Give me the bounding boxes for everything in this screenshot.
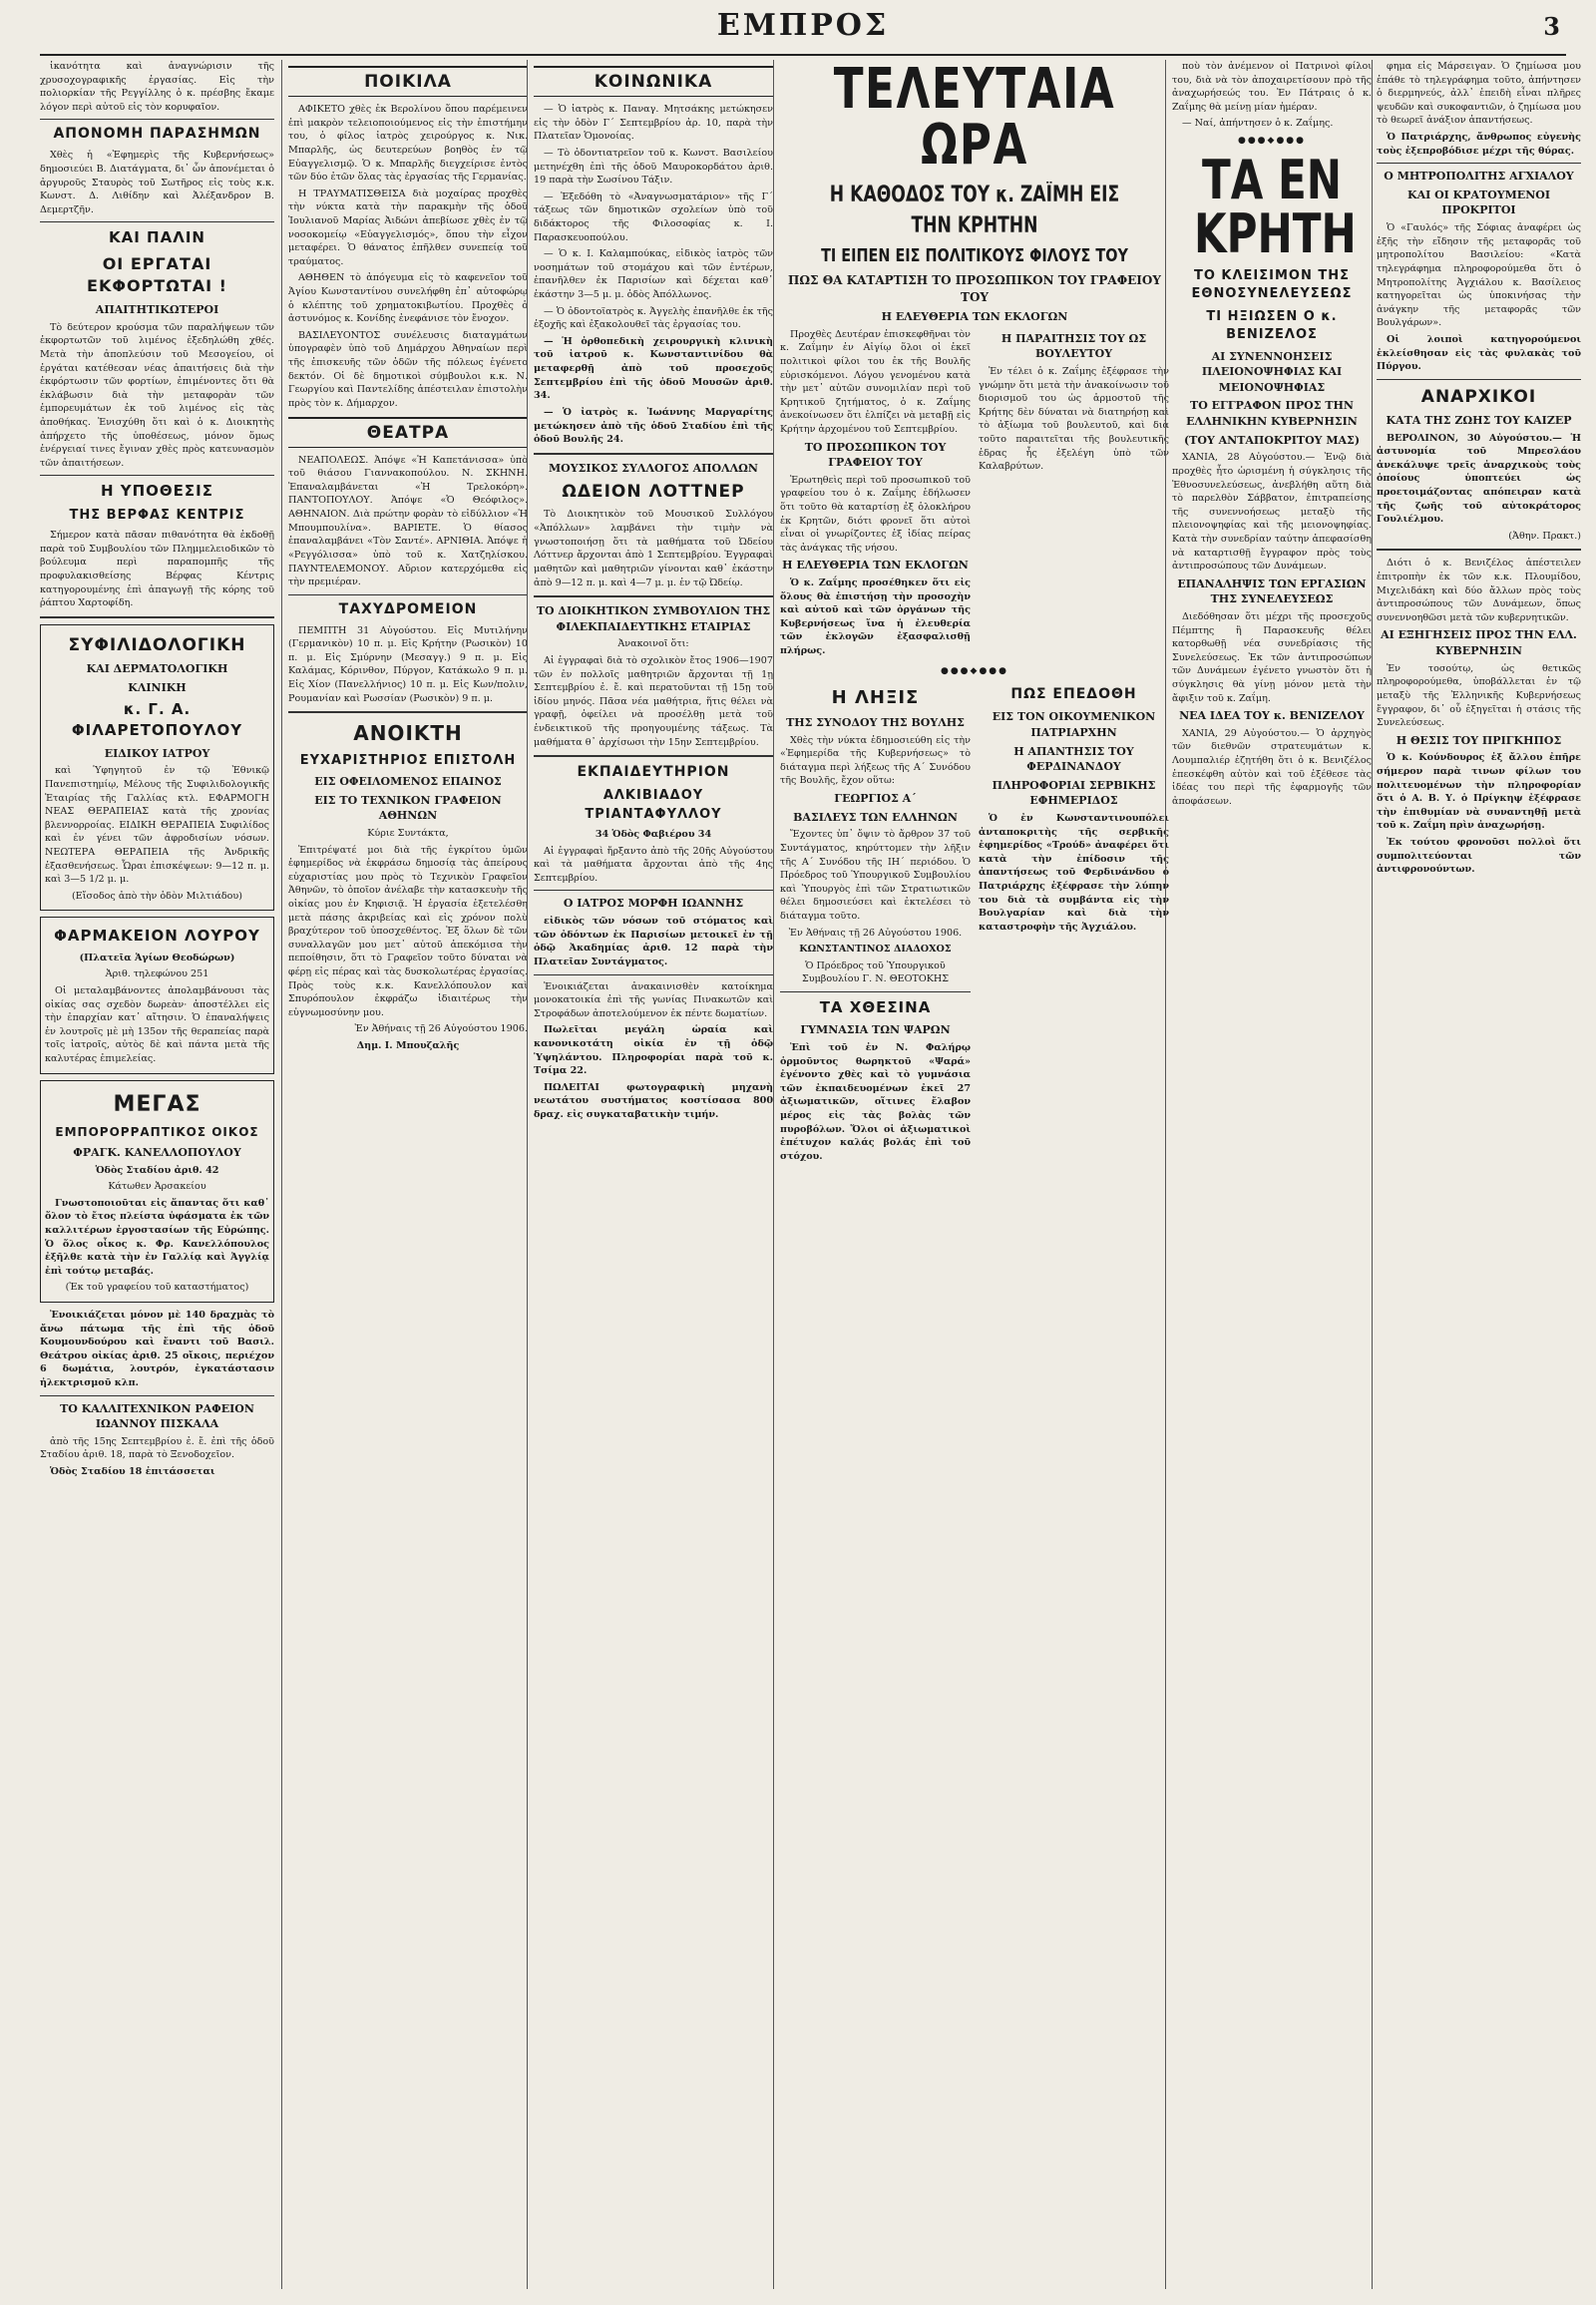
ad-title: ΤΟ ΔΙΟΙΚΗΤΙΚΟΝ ΣΥΜΒΟΥΛΙΟΝ ΤΗΣ ΦΙΛΕΚΠΑΙΔΕΥΤΙΚΗΣ ΕΤΑΙΡΙΑΣ: [536, 604, 771, 633]
ad-address: Ὁδὸς Σταδίου ἀριθ. 42: [95, 1164, 219, 1176]
subheadline-paraitisis: Η ΠΑΡΑΙΤΗΣΙΣ ΤΟΥ ΩΣ ΒΟΥΛΕΥΤΟΥ: [1000, 331, 1147, 361]
article-text: ποὺ τὸν ἀνέμενον οἱ Πατρινοὶ φίλοι του, διὰ νὰ τὸν ἀποχαιρετίσουν πρὸ τῆς ἀναχωρήσεώς του. Ἐν Πάτραις ὁ κ. Ζαΐμης θὰ μείνῃ μίαν ἡμέραν.: [1172, 61, 1372, 113]
divider: [534, 755, 773, 757]
divider: [1377, 549, 1581, 551]
ad-syfilidologiki: [40, 624, 274, 912]
divider: [40, 616, 274, 618]
ad-text: Γνωστοποιοῦται εἰς ἅπαντας ὅτι καθ᾽ ὅλον τὸ ἔτος πλείστα ὑφάσματα ἐκ τῶν καλλιτέρων ἐργοστασίων τῆς Εὐρώπης. Ὁ ὅλος οἶκος κ. Φρ. Κανελλόπουλος ἐξῆλθε κατὰ τὴν ἐν Γαλλίᾳ καὶ Ἀγγλίᾳ ἐπὶ τούτῳ μεταβάς.: [45, 1197, 269, 1277]
article-text: Ὁ «Γαυλός» τῆς Σόφιας ἀναφέρει ὡς ἑξῆς τὴν εἴδησιν τῆς μεταφορᾶς τοῦ μητροπολίτου Βασιλείου: «Κατὰ τηλεγράφημα πληροφορούμεθα ὅτι ὁ Μητροπολίτης Ἀγχιάλου κ. Βασίλειος κατηγορεῖται ὡς ὑποκινήσας τὴν ἀνάγκην τῆς μεταφορᾶς τῶν Βουλγάρων».: [1377, 222, 1581, 329]
headline-efxaristirios: ΕΥΧΑΡΙΣΤΗΡΙΟΣ ΕΠΙΣΤΟΛΗ: [299, 752, 517, 768]
ad-emporo: [40, 1080, 274, 1303]
article-text: Τὸ δεύτερον κρούσμα τῶν παραλήψεων τῶν ἐκφορτωτῶν τοῦ λιμένος ἐξεδηλώθη χθές. Μετὰ τὴν ἀποπλεύσιν τοῦ Μεσογείου, οἱ ἐργάται κατέθεσαν νέας ἀπαιτήσεις διὰ τὴν ἐκφόρτωσιν τῶν φορτίων, ἐπιμένοντες ὅτι θὰ ἐκλάβωσιν διὰ τὴν μεταφορὰν τῶν ἐμπορευμάτων ἐκ τοῦ λιμένος εἰς τὰς ἀποθήκας. Ἐνισχύθη ὅτι καὶ ὁ κ. Διοικητὴς ἀπήρχετο τῆς ὑποθέσεως, μόνον ὅμως ἐνέργειαί τινες ἔγιναν χθὲς πρὸς κατευνασμὸν τῶν ἀπαιτήσεων.: [40, 321, 274, 469]
section-poikila: ΠΟΙΚΙΛΑ: [288, 66, 528, 97]
subheadline-katartisi: ΠΩΣ ΘΑ ΚΑΤΑΡΤΙΣΗ ΤΟ ΠΡΟΣΩΠΙΚΟΝ ΤΟΥ ΓΡΑΦΕΙΟΥ ΤΟΥ: [788, 273, 1161, 305]
date-line: Ἐν Ἀθήναις τῇ 26 Αὐγούστου 1906.: [788, 927, 963, 939]
decree-title: ΓΕΩΡΓΙΟΣ Α΄: [834, 792, 917, 806]
column-2: [281, 60, 534, 2289]
headline-kleisimon: ΤΟ ΚΛΕΙΣΙΜΟΝ ΤΗΣ ΕΘΝΟΣΥΝΕΛΕΥΣΕΩΣ: [1191, 267, 1353, 302]
column-6: [1372, 60, 1585, 2289]
headline-ypothesis: Η ΥΠΟΘΕΣΙΣ: [100, 482, 213, 501]
article-text: ΑΘΗΘΕΝ τὸ ἀπόγευμα εἰς τὸ καφενεῖον τοῦ Ἀγίου Κωνσταντίνου συνελήφθη ἐπ᾽ αὐτοφώρῳ ὁ κλέπτης τοῦ χρηματοκιβωτίου. Προχθὲς ὁ ἀστυνόμος κ. Κονίδης ἐνεφάνισε τὸν ἔνοχον.: [288, 272, 528, 325]
correspondent-line: (ΤΟΥ ΑΝΤΑΠΟΚΡΙΤΟΥ ΜΑΣ): [1183, 433, 1361, 447]
headline-kai-palin: ΚΑΙ ΠΑΛΙΝ: [109, 228, 205, 247]
article-text: ΒΕΡΟΛΙΝΟΝ, 30 Αὐγούστου.— Ἡ ἀστυνομία τοῦ Μπρεσλάου ἀνεκάλυψε τρεῖς ἀναρχικοὺς τοὺς ὁποίους ὑποπτεύει ὡς προετοιμάζοντας απόπειραν κατὰ τῆς ζωῆς τοῦ αὐτοκράτορος Γουλιέλμου.: [1377, 432, 1581, 526]
article-text: Η ΤΡΑΥΜΑΤΙΣΘΕΙΣΑ διὰ μοχαίρας προχθὲς τὴν νύκτα κατὰ τὴν παρακμὴν τῆς ὁδοῦ Ἰουλιανοῦ Μαρίας Ἀιδώνι ἀπεβίωσε χθὲς ἐν τῷ νοσοκομείῳ «Εὐαγγελισμός», ὅπου τὴν εἶχον μεταφέρει. Ὁ θάνατος ἐπῆλθεν συνεπείᾳ τοῦ τραύματος.: [288, 188, 528, 267]
source-line: (Ἀθην. Πρακτ.): [1508, 530, 1581, 542]
article-text: — Ναί, ἀπήντησεν ὁ κ. Ζαΐμης.: [1182, 118, 1334, 130]
article-text: ΑΦΙΚΕΤΟ χθὲς ἐκ Βερολίνου ὅπου παρέμεινεν ἐπὶ μακρὸν τελειοποιούμενος εἰς τὴν ἐπιστήμην του, ὁ φίλος ἰατρὸς χειρούργος κ. Νικ. Μπαρλῆς, ὡς δευτερεύων βοηθὸς ἐν τῷ Εὐαγγελισμῷ. Ὁ κ. Μπαρλῆς διεγχείρισε ἐντὸς τῶν δύο ἐτῶν ὅλας τὰς ἐργασίας τῆς Γερμανίας.: [288, 104, 528, 184]
ad-phone: Ἀριθ. τηλεφώνου 251: [105, 968, 209, 980]
signature: ΚΩΝΣΤΑΝΤΙΝΟΣ ΔΙΑΔΟΧΟΣ: [799, 944, 952, 956]
newspaper-title: ΕΜΠΡΟΣ: [716, 8, 890, 43]
headline-xoesina: ΤΑ ΧΘΕΣΙΝΑ: [819, 997, 932, 1016]
ad-text: καὶ Ὑφηγητοῦ ἐν τῷ Ἐθνικῷ Πανεπιστημίῳ, Μέλους τῆς Συφιλιδολογικῆς Ἑταιρίας τῆς Γαλλίας κτλ. ΕΦΑΡΜΟΓΗ ΝΕΑΣ ΘΕΡΑΠΕΙΑΣ κατὰ τῆς χρονίας βλεννορροίας. ΕΙΔΙΚΗ ΘΕΡΑΠΕΙΑ Συφιλίδος καὶ ἐν γένει τῶν ἀφροδισίων νόσων. ΝΕΩΤΕΡΑ ΘΕΡΑΠΕΙΑ τῆς Ἀνδρικῆς ἐξασθενήσεως. Ὧραι ἐπισκέψεων: 9—12 π. μ. καὶ 3—5 1/2 μ. μ.: [45, 765, 269, 886]
ornament-divider: ●●●◆●●●: [1237, 136, 1307, 147]
classified-text: ΠΩΛΕΙΤΑΙ φωτογραφικὴ μηχανὴ νεωτάτου συστήματος κοστίσασα 800 δραχ. εἰς συγκαταβατικὴν τιμήν.: [534, 1081, 773, 1120]
salutation: Κύριε Συντάκτα,: [367, 827, 449, 839]
ad-text: Τὸ Διοικητικὸν τοῦ Μουσικοῦ Συλλόγου «Ἀπόλλων» λαμβάνει τὴν τιμὴν νὰ γνωστοποιήσῃ ὅτι τὰ μαθήματα τοῦ Ὠδείου Λόττνερ ἄρχονται ἀπὸ 1 Σεπτεμβρίου. Ἐγγραφαὶ μαθητῶν καὶ μαθητριῶν γίνονται καθ᾽ ἑκάστην ἀπὸ 9—12 π. μ. καὶ 4—7 μ. μ. ἐν τῷ Ὠδείῳ.: [534, 509, 773, 588]
subheadline-oikoum: ΕΙΣ ΤΟΝ ΟΙΚΟΥΜΕΝΙΚΟΝ ΠΑΤΡΙΑΡΧΗΝ: [992, 710, 1156, 739]
ad-text: ἀπὸ τῆς 15ης Σεπτεμβρίου ἐ. ἔ. ἐπὶ τῆς ὁδοῦ Σταδίου ἀριθ. 18, παρὰ τὸ Ξενοδοχεῖον.: [40, 1435, 274, 1461]
divider: [1377, 379, 1581, 380]
article-lixis: [780, 681, 1169, 1166]
ad-address: Ὁδὸς Σταδίου 18 ἐπιτάσσεται: [50, 1466, 215, 1478]
article-text: Ὁ Πατριάρχης, ἄνθρωπος εὐγενὴς τοὺς ἐξεπροβόδισε μέχρι τῆς θύρας.: [1377, 132, 1581, 157]
divider: [288, 711, 528, 713]
subheadline-plir: ΠΛΗΡΟΦΟΡΙΑΙ ΣΕΡΒΙΚΗΣ ΕΦΗΜΕΡΙΔΟΣ: [992, 778, 1156, 808]
article-text: Διότι ὁ κ. Βενιζέλος ἀπέστειλεν ἐπιτροπὴν ἐκ τῶν κ.κ. Πλουμίδου, Μιχελιδάκη καὶ δύο ἄλλων πρὸς τοὺς ἀντιπροσώπους τῶν Δυνάμεων, ὅπως συνεννοηθῶσι μετὰ τῶν κυβερνητικῶν.: [1377, 558, 1581, 623]
divider: [288, 594, 528, 595]
section-theatra: ΘΕΑΤΡΑ: [288, 417, 528, 448]
subheadline-eleftheria-2: Η ΕΛΕΥΘΕΡΙΑ ΤΩΝ ΕΚΛΟΓΩΝ: [782, 559, 969, 573]
article-text: φημα εἰς Μάρσειγαν. Ὁ ζημίωσα μου ἐπάθε τὸ τηλεγράφημα τοῦτο, ἀπήντησεν ὁ διερμηνεύς, ἀλλ᾽ ἐπειδὴ εἶναι πλῆρες ψευδῶν καὶ συκοφαντιῶν, ὁ ζημίωσα μου τὸ θεωρεῖ ἀνάξιον ἀπαντήσεως.: [1377, 61, 1581, 127]
article-text: ΒΑΣΙΛΕΥΟΝΤΟΣ συνέλευσις διαταγμάτων ὑπογραφὲν ὑπὸ τοῦ Δημάρχου Ἀθηναίων περὶ τῆς ἐπισκευῆς τῶν ὁδῶν τῆς πόλεως ἐγένετο δεκτόν. Οἱ δὲ δημοτικοὶ σύμβουλοι κ.κ. Ν. Γεωργίου καὶ Παντελίδης ἀπέστειλαν ἐπιστολὴν πρὸς τὸν κ. Δήμαρχον.: [288, 329, 528, 409]
subheadline-verfa: ΤΗΣ ΒΕΡΦΑΣ ΚΕΝΤΡΙΣ: [69, 507, 245, 523]
column-3: [527, 60, 779, 2289]
headline-ergatai: ΟΙ ΕΡΓΑΤΑΙ ΕΚΦΟΡΤΩΤΑΙ !: [87, 253, 227, 296]
ad-title: ΦΑΡΜΑΚΕΙΟΝ ΛΟΥΡΟΥ: [54, 927, 260, 946]
subheadline-exigiseis: ΑΙ ΕΞΗΓΗΣΕΙΣ ΠΡΟΣ ΤΗΝ ΕΛΛ. ΚΥΒΕΡΝΗΣΙΝ: [1381, 628, 1577, 658]
ad-text: Οἱ μεταλαμβάνοντες ἀπολαμβάνουσι τὰς οἰκίας σας σχεδὸν δωρεὰν· ἀποστέλλει εἰς τὴν ἐπαρχίαν κατ᾽ αἴτησιν. Ὁ ἐπαναλήψεις ἐν λουτροῖς μὲ μὴ 135ον τῆς θεραπείας παρὰ τοῖς ἱατροῖς, αὐτὸς δὲ καὶ πάντα μετὰ τῆς καλυτέρας ἐπιμελείας.: [45, 984, 269, 1065]
subheadline-epanalipsis: ΕΠΑΝΑΛΗΨΙΣ ΤΩΝ ΕΡΓΑΣΙΩΝ ΤΗΣ ΣΥΝΕΛΕΥΣΕΩΣ: [1177, 576, 1367, 606]
headline-mitropolitis: Ο ΜΗΤΡΟΠΟΛΙΤΗΣ ΑΓΧΙΑΛΟΥ: [1384, 170, 1574, 184]
subheadline-apaitit: ΑΠΑΙΤΗΤΙΚΩΤΕΡΟΙ: [95, 303, 219, 317]
article-text: ΧΑΝΙΑ, 28 Αὐγούστου.— Ἐνῷ διὰ προχθὲς ἦτο ὡρισμένη ἡ σύγκλησις τῆς Ἐθνοσυνελεύσεως, ἀνεβλήθη αὕτη διὰ τὸ παρελθὸν Σάββατον, ἐπιτραπείσης τῆς συνεννοήσεως μεταξὺ τῆς πλειονοψηφίας καὶ τῆς μειονοψηφίας. Κατὰ τὴν συνεδρίαν ταύτην ἀπεφασίσθη νὰ καταρτισθῇ ἔγγραφον πρὸς τοὺς ἀντιπροσώπους τῶν Δυνάμεων.: [1172, 452, 1372, 573]
classified-text: Ἐνοικιάζεται ἀνακαινισθὲν κατοίκημα μονοκατοικία ἐπὶ τῆς γωνίας Πινακωτῶν καὶ Στροφάδων ἀποτελούμενον ἐκ πέντε δωματίων.: [534, 980, 773, 1019]
subheadline-ofeil: ΕΙΣ ΟΦΕΙΛΟΜΕΝΟΣ ΕΠΑΙΝΟΣ: [314, 775, 502, 789]
article-text: Ὁ κ. Κούνδουρος ἐξ ἄλλου ἐπῆρε σήμερον παρὰ τινων φίλων του πολιτευομένων τὴν πληροφορίαν ὅτι ὁ Α. Β. Υ. ὁ Πρίγκηψ ἐξέφρασε τὴν ἐπιθυμίαν νὰ συναντηθῇ μετὰ τοῦ κ. Ζαΐμη πρὶν ἀναχωρήσῃ.: [1377, 752, 1581, 832]
subheadline-engrafon: ΤΟ ΕΓΓΡΑΦΟΝ ΠΡΟΣ ΤΗΝ ΕΛΛΗΝΙΚΗΝ ΚΥΒΕΡΝΗΣΙΝ: [1186, 399, 1358, 429]
section-tachydromeion: ΤΑΧΥΔΡΟΜΕΙΟΝ: [338, 600, 478, 617]
article-text: Προχθὲς Δευτέραν ἐπισκεφθῆναι τὸν κ. Ζαΐμην ἐν Αἰγίῳ ὅλοι οἱ ἐκεῖ πολιτικοὶ φίλοι του ἐκ τῆς Βουλῆς εὑρισκόμενοι. Λόγου γενομένου κατὰ τὴν μετ᾽ αὐτῶν συνομιλίαν περὶ τοῦ Κρητικοῦ ζητήματος, ὁ κ. Ζαΐμης ἀνεκοίνωσεν ὅτι ἐλπίζει νὰ μεταβῇ εἰς Κρήτην ἀρχομένου τοῦ Σεπτεμβρίου.: [780, 328, 971, 435]
divider: [1377, 163, 1581, 164]
signature: Ὁ Πρόεδρος τοῦ Ὑπουργικοῦ Συμβουλίου Γ. Ν. ΘΕΟΤΟΚΗΣ: [801, 960, 950, 985]
article-text: ΧΑΝΙΑ, 29 Αὐγούστου.— Ὁ ἀρχηγὸς τῶν διεθνῶν στρατευμάτων κ. Λουμπαλιέρ ἐζητήθη ὅτι ὁ κ. Βενιζέλος ἐπεσκέφθη αὐτὸν καὶ τοῦ ἐξέθεσε τὰς ἰδέας του περὶ τῆς ἐφαρμογῆς τῶν ἀποφάσεων.: [1172, 727, 1372, 807]
article-text: Ἐπιτρέψατέ μοι διὰ τῆς ἐγκρίτου ὑμῶν ἐφημερίδος νὰ ἐκφράσω δημοσίᾳ τὰς ἀπείρους εὐχαριστίας μου πρὸς τὸ Τεχνικὸν Γραφεῖον Ἀθηνῶν, τὸ ὁποῖον ἀνέλαβε τὴν κατασκευὴν τῆς οἰκίας μου ἐν Κηφισιᾷ. Ἡ ἐργασία ἐξετελέσθη μετὰ πάσης ἀκριβείας καὶ εἰς χρόνον πολὺ βραχύτερον τοῦ ὑποσχεθέντος. Ἐξ ὅλων δὲ τῶν συναλλαγῶν μου μετ᾽ αὐτοῦ ἀπεκόμισα τὴν πεποίθησιν, ὅτι τὸ Γραφεῖον τοῦτο δύναται νὰ φέρῃ εἰς πέρας καὶ τὰς δυσκολωτέρας ἐργασίας. Πρὸς τοὺς κ.κ. Κανελλόπουλον καὶ Σπυρόπουλον ἐκφράζω ἰδιαιτέρως τὴν εὐγνωμοσύνην μου.: [288, 844, 528, 1018]
classified-text: Πωλεῖται μεγάλη ὡραία καὶ κανονικοτάτη οἰκία ἐν τῇ ὁδῷ Ὑψηλάντου. Πληροφορίαι παρὰ τοῦ κ. Τσίμα 22.: [534, 1024, 773, 1077]
article-text: — Τὸ ὀδοντιατρεῖον τοῦ κ. Κωνστ. Βασιλείου μετηνέχθη ἐπὶ τῆς ὁδοῦ Μαυροκορδάτου ἀριθ. 19 παρὰ τὴν Σωσίνου Τάξιν.: [534, 147, 773, 187]
subheadline-synennoiseis: ΑΙ ΣΥΝΕΝΝΟΗΣΕΙΣ ΠΛΕΙΟΝΟΨΗΦΙΑΣ ΚΑΙ ΜΕΙΟΝΟΨΗΦΙΑΣ: [1201, 349, 1343, 394]
subheadline-nea-idea: ΝΕΑ ΙΔΕΑ ΤΟΥ κ. ΒΕΝΙΖΕΛΟΥ: [1179, 709, 1365, 723]
divider: [534, 890, 773, 891]
headline-anarchikoi: ΑΝΑΡΧΙΚΟΙ: [1420, 386, 1537, 407]
ad-text: Αἱ ἐγγραφαὶ διὰ τὸ σχολικὸν ἔτος 1906—1907 τῶν ἐν πολλοῖς μαθητριῶν ἄρχονται τῇ 1ῃ Σεπτεμβρίου ἐ. ἔ. καὶ περατοῦνται τῇ 15ῃ τοῦ ἰδίου μηνός. Πᾶσα νέα μαθήτρια, ἥτις θέλει νὰ γραφῇ, ὀφείλει νὰ προσέλθῃ μετὰ τοῦ ἐνδεικτικοῦ τῆς προηγουμένης τάξεως. Τὰ μαθήματα θ᾽ ἀρχίσωσι τὴν 15ην Σεπτεμβρίου.: [534, 654, 773, 748]
subheadline-thesis: Η ΘΕΣΙΣ ΤΟΥ ΠΡΙΓΚΗΠΟΣ: [1396, 733, 1562, 747]
ad-subtitle: ΜΟΥΣΙΚΟΣ ΣΥΛΛΟΓΟΣ ΑΠΟΛΛΩΝ: [549, 461, 758, 475]
article-text: ΠΕΜΠΤΗ 31 Αὐγούστου. Εἰς Μυτιλήνην (Γερμανικὸν) 10 π. μ. Εἰς Κρήτην (Ρωσικὸν) 10 π. μ. Εἰς Σμύρνην (Μεσαγγ.) 9 π. μ. Εἰς Καλάμας, Κόρινθον, Πύργον, Κατάκωλο 9 π. μ. Εἰς Χίον (Πανελλήνιος) 10 π. μ. Εἰς Κων/πολιν, Ρουμανίαν καὶ Ρωσσίαν (Ρωσικὸν) 9 π. μ.: [288, 624, 528, 704]
divider: [534, 595, 773, 597]
article-text: Ἐν τοσούτῳ, ὡς θετικῶς πληροφορούμεθα, ὑποβάλλεται ἐν τῷ μεταξὺ τῆς Ἑλληνικῆς Κυβερνήσεως ἔγγραφον, δι᾽ οὗ ἐξηγεῖται ἡ στάσις τῆς Συνελεύσεως.: [1377, 662, 1581, 729]
article-text: Ἐπὶ τοῦ ἐν Ν. Φαλήρῳ ὁρμοῦντος θωρηκτοῦ «Ψαρά» ἐγένοντο χθὲς καὶ τὸ γυμνάσια τῶν ἐκπαιδευομένων ἐκεῖ 27 ἀξιωματικῶν, οἵτινες ἔλαβον μέρος εἰς τὰς βολὰς τῶν πυροβόλων. Ὅλοι οἱ ἀξιωματικοὶ ἐπέτυχον καλάς βολάς ἐπὶ τοῦ στόχου.: [780, 1041, 971, 1162]
ad-address-sub: Κάτωθεν Ἀρσακείου: [108, 1181, 206, 1193]
article-text: Ἔχοντες ὑπ᾽ ὄψιν τὸ ἄρθρον 37 τοῦ Συντάγματος, κηρύττομεν τὴν λῆξιν τῆς Α΄ Συνόδου τῆς ΙΗ΄ περιόδου. Ὁ Πρόεδρος τοῦ Ὑπουργικοῦ Συμβουλίου καὶ Ὑπουργὸς ἐπὶ τῶν Στρατιωτικῶν θέλει δημοσιεύσει καὶ ἐκτελέσει τὸ διάταγμα τοῦτο.: [780, 829, 971, 922]
ad-title: ΩΔΕΙΟΝ ΛΟΤΤΝΕΡ: [562, 482, 745, 503]
headline-lixis: Η ΛΗΞΙΣ: [831, 687, 920, 709]
subheadline-proswpiko: ΤΟ ΠΡΟΣΩΠΙΚΟΝ ΤΟΥ ΓΡΑΦΕΙΟΥ ΤΟΥ: [804, 440, 947, 470]
column-4: [773, 60, 1175, 2289]
article-text: ΝΕΑΠΟΛΕΩΣ. Ἀπόψε «Ἡ Καπετάνισσα» ὑπὸ τοῦ θιάσου Γιαννακοπούλου. Ν. ΣΚΗΝΗ. Ἐπαναλαμβάνεται «Ἡ Τρελοκόρη». ΠΑΝΤΟΠΟΥΛΟΥ. Ἀπόψε «Ὁ Θεόφιλος». ΑΘΗΝΑΙΟΝ. Διὰ πρώτην φορὰν τὸ εἰδύλλιον «Ἡ Μπουμπουλίνα». ΒΑΡΙΕΤΕ. Ὁ θίασος ἐπαναλαμβάνει «Τὸν Σαντέ». ΑΡΝΙΘΙΑ. Ἀπόψε ἡ «Ρεγγόλισσα» ὑπὸ τοῦ κ. Χατζηλίσκου. ΠΑΥΝΤΕΛΕΜΟΝΟΥ. Αὔριον κατερχόμεθα εἰς τὴν πρεμιέραν.: [288, 454, 528, 588]
ad-subtitle: ΦΡΑΓΚ. ΚΑΝΕΛΛΟΠΟΥΛΟΥ: [73, 1145, 241, 1159]
article-text: Χθὲς ἡ «Ἐφημερὶς τῆς Κυβερνήσεως» δημοσιεύει Β. Διατάγματα, δι᾽ ὧν ἀπονέμεται ὁ ἀργυροῦς Σταυρὸς τοῦ Σωτῆρος εἰς τοὺς κ.κ. Κωνστ. Δ. Λιθίδην καὶ Ἀλέξανδρον Β. Δεμερτζῆν.: [40, 150, 274, 215]
date-line: Ἐν Ἀθήναις τῇ 26 Αὐγούστου 1906.: [354, 1023, 528, 1035]
headline-aponomi: ΑΠΟΝΟΜΗ ΠΑΡΑΣΗΜΩΝ: [53, 126, 261, 143]
article-text: Διεδόθησαν ὅτι μέχρι τῆς προσεχοῦς Πέμπτης ἢ Παρασκευῆς θέλει κατορθωθῇ νέα συνεδρίασις τῆς Συνελεύσεως. Ἐκ τῶν ἀντιπροσώπων τῶν Δυνάμεων ἐγένετο γνωστὸν ὅτι ἡ σύγκλησις θὰ γίνῃ μόνον μετὰ τὴν ἄφιξιν τοῦ κ. Ζαΐμη.: [1172, 610, 1372, 704]
decree-subtitle: ΒΑΣΙΛΕΥΣ ΤΩΝ ΕΛΛΗΝΩΝ: [793, 810, 958, 824]
subheadline-tech: ΕΙΣ ΤΟ ΤΕΧΝΙΚΟΝ ΓΡΑΦΕΙΟΝ ΑΘΗΝΩΝ: [314, 793, 502, 823]
headline-epeidi: ΠΩΣ ΕΠΕΔΟΘΗ: [1010, 686, 1137, 703]
ad-subtitle: ΚΛΙΝΙΚΗ: [128, 680, 187, 694]
subheadline-gymnasia: ΓΥΜΝΑΣΙΑ ΤΩΝ ΨΑΡΩΝ: [800, 1023, 951, 1037]
article-text: — Ὁ ἰατρὸς κ. Παναγ. Μητσάκης μετώκησεν εἰς τὴν ὁδὸν Γ΄ Σεπτεμβρίου ἀρ. 10, παρὰ τὴν Πλατεῖαν Ὁμονοίας.: [534, 104, 773, 143]
article-text: — Ἡ ὀρθοπεδικὴ χειρουργικὴ κλινικὴ τοῦ ἰατροῦ κ. Κωνσταντινίδου θὰ μεταφερθῇ ἀπὸ τοῦ προσεχοῦς Σεπτεμβρίου ἐπὶ τῆς ὁδοῦ Μουσῶν ἀριθ. 34.: [534, 335, 773, 402]
ornament-divider: ●●●◆●●●: [940, 665, 1009, 676]
article-text: — Ὁ κ. Ι. Καλαμπούκας, εἰδικὸς ἰατρὸς τῶν νοσημάτων τοῦ στομάχου καὶ τῶν ἐντέρων, ἐπανῆλθεν ἐκ Παρισίων καὶ δέχεται καθ᾽ ἑκάστην 3—5 μ. μ. ὁδὸς Ἀπόλλωνος.: [534, 248, 773, 301]
headline-anoikti: ΑΝΟΙΚΤΗ: [353, 721, 463, 746]
divider: [40, 221, 274, 222]
divider: [780, 991, 971, 992]
article-text: Σήμερον κατὰ πᾶσαν πιθανότητα θὰ ἐκδοθῇ παρὰ τοῦ Συμβουλίου τῶν Πλημμελειοδικῶν τὸ βούλευμα περὶ παραπομπῆς τῆς προφυλακισθείσης Βέρφας Κέντρις κατηγορουμένης ἐπὶ ἀπαγωγῇ τῆς κόρης τοῦ ῥάπτου Χαρτοφίδη.: [40, 530, 274, 609]
article-text: Ἐν τέλει ὁ κ. Ζαΐμης ἐξέφρασε τὴν γνώμην ὅτι μετὰ τὴν ἀνακοίνωσιν τοῦ διορισμοῦ του ὡς ἁρμοστοῦ τῆς Κρήτης δὲν δύναται νὰ διατηρήσῃ καὶ τὸ ἀξίωμα τοῦ βουλευτοῦ, καὶ διὰ τοῦτο παραιτεῖται τῆς βουλευτικῆς ἐδρας ἧς ἐξελέγη ὑπὸ τῶν Καλαβρύτων.: [979, 365, 1169, 473]
ad-subtitle: ΚΑΙ ΔΕΡΜΑΤΟΛΟΓΙΚΗ: [86, 661, 228, 675]
column-1: [40, 60, 280, 2289]
ad-subtitle: ΕΜΠΟΡΟΡΡΑΠΤΙΚΟΣ ΟΙΚΟΣ: [55, 1124, 259, 1139]
divider: [534, 974, 773, 975]
article-text: — Ὁ ἰατρὸς κ. Ἰωάννης Μαργαρίτης μετώκησεν ἀπὸ τῆς ὁδοῦ Σταδίου ἐπὶ τῆς ὁδοῦ Βουλῆς 24.: [534, 406, 773, 446]
article-text: Ὁ κ. Ζαΐμης προσέθηκεν ὅτι εἰς ὅλους θὰ ἐπιστήσῃ τὴν προσοχὴν καὶ αὐτοῦ καὶ τῶν ὀργάνων τῆς Κυβερνήσεως ἵνα ἡ ἐλευθερία τῶν ἐκλογῶν ἐξασφαλισθῇ πλήρως.: [780, 577, 971, 657]
signature: Δημ. Ι. Μπουζαλῆς: [356, 1040, 460, 1052]
headline-teleftaia-ora: ΤΕΛΕΥΤΑΙΑ ΩΡΑ: [833, 60, 1116, 178]
page-number: 3: [1543, 12, 1560, 41]
article-text: Χθὲς τὴν νύκτα ἐδημοσιεύθη εἰς τὴν «Ἐφημερίδα τῆς Κυβερνήσεως» τὸ διάταγμα περὶ λήξεως τῆς Α΄ Συνόδου τῆς Βουλῆς, ἔχον οὕτω:: [780, 734, 971, 787]
ad-text: εἰδικὸς τῶν νόσων τοῦ στόματος καὶ τῶν ὀδόντων ἐκ Παρισίων μετοικεῖ ἐν τῇ ὁδῷ Ἀκαδημίας ἀριθ. 12 παρὰ τὴν Πλατεῖαν Συντάγματος.: [534, 916, 773, 967]
ad-title: ΕΚΠΑΙΔΕΥΤΗΡΙΟΝ: [577, 764, 730, 781]
ad-note: (Ἐκ τοῦ γραφείου τοῦ καταστήματος): [65, 1282, 249, 1294]
headline-kathodos: Η ΚΑΘΟΔΟΣ ΤΟΥ κ. ΖΑΪΜΗ ΕΙΣ ΤΗΝ ΚΡΗΤΗΝ: [829, 183, 1120, 239]
headline-ti-ixiosen: ΤΙ ΗΞΙΩΣΕΝ Ο κ. ΒΕΝΙΖΕΛΟΣ: [1206, 308, 1338, 343]
ad-address: 34 Ὁδὸς Φαβιέρου 34: [595, 829, 712, 841]
ad-title: Ο ΙΑΤΡΟΣ ΜΟΡΦΗ ΙΩΑΝΝΗΣ: [563, 897, 744, 911]
ad-subtitle: ΑΛΚΙΒΙΑΔΟΥ ΤΡΙΑΝΤΑΦΥΛΛΟΥ: [585, 788, 722, 822]
article-text: Οἱ λοιποὶ κατηγορούμενοι ἐκλείσθησαν εἰς τὰς φυλακὰς τοῦ Πύργου.: [1377, 333, 1581, 373]
ad-subtitle: ΕΙΔΙΚΟΥ ΙΑΤΡΟΥ: [104, 746, 210, 760]
subheadline-kratoumenoi: ΚΑΙ ΟΙ ΚΡΑΤΟΥΜΕΝΟΙ ΠΡΟΚΡΙΤΟΙ: [1407, 188, 1550, 217]
ad-address: (Εἴσοδος ἀπὸ τὴν ὁδὸν Μιλτιάδου): [72, 890, 242, 902]
divider: [40, 1395, 274, 1396]
ad-title: ΜΕΓΑΣ: [113, 1091, 201, 1117]
ad-subtitle: Ἀνακοινοῖ ὅτι:: [617, 638, 689, 650]
article-text: — Ἐξεδόθη τὸ «Ἀναγνωσματάριον» τῆς Γ΄ τάξεως τῶν δημοτικῶν σχολείων ὑπὸ τοῦ διδάκτορος τῆς Φιλοσοφίας κ. Ι. Παρασκευοπούλου.: [534, 191, 773, 243]
divider: [40, 475, 274, 476]
ad-title: ΣΥΦΙΛΙΔΟΛΟΓΙΚΗ: [68, 634, 246, 655]
article-text: Ὁ ἐν Κωνσταντινουπόλει ἀνταποκριτὴς τῆς σερβικῆς ἐφημερίδος «Τρούδ» ἀναφέρει ὅτι κατὰ τὴν ἐπίδοσιν τῆς ἀπαντήσεως τοῦ Φερδινάνδου ὁ Πατριάρχης ἐξέφρασε τὴν λύπην του διὰ τὰ συμβάντα εἰς τὴν Βουλγαρίαν καὶ διὰ τὴν καταστροφὴν τῆς Ἀγχιάλου.: [979, 813, 1169, 933]
article-text: ἱκανότητα καὶ ἀναγνώρισιν τῆς χρυσοχογραφικῆς ἐργασίας. Εἰς τὴν πολιορκίαν τῆς Ρεγγίλλης ὁ κ. πρέσβης ἔκαμε λόγον περὶ αὐτοῦ εἰς τὸν κορυφαῖον.: [40, 61, 274, 113]
column-5: [1165, 60, 1378, 2289]
section-koinonika: ΚΟΙΝΩΝΙΚΑ: [534, 66, 773, 97]
article-text: Ἐρωτηθεὶς περὶ τοῦ προσωπικοῦ τοῦ γραφείου του ὁ κ. Ζαΐμης ἐδήλωσεν ὅτι τοῦτο θὰ καταρτίσῃ ἐξ ὁλοκλήρου ἐκ Κρητῶν, διότι φρονεῖ ὅτι αὐτοὶ εἶναι οἱ γνωρίζοντες ἐξ ἰδίας πείρας τὰς ἀνάγκας τῆς νήσου.: [780, 474, 971, 554]
ad-farmakeion: [40, 917, 274, 1073]
ad-doctor-name: κ. Γ. Α. ΦΙΛΑΡΕΤΟΠΟΥΛΟΥ: [71, 700, 243, 740]
headline-en-kriti: ΤΑ ΕΝ ΚΡΗΤΗ: [1194, 148, 1357, 265]
divider: [534, 453, 773, 455]
article-zaimis: [780, 328, 1169, 661]
headline-ti-eipen: ΤΙ ΕΙΠΕΝ ΕΙΣ ΠΟΛΙΤΙΚΟΥΣ ΦΙΛΟΥΣ ΤΟΥ: [821, 245, 1128, 267]
subheadline-kata: ΚΑΤΑ ΤΗΣ ΖΩΗΣ ΤΟΥ ΚΑΙΖΕΡ: [1386, 413, 1572, 427]
divider: [40, 119, 274, 120]
subheadline-eleftheria: Η ΕΛΕΥΘΕΡΙΑ ΤΩΝ ΕΚΛΟΓΩΝ: [881, 310, 1068, 324]
article-text: — Ὁ ὀδοντοϊατρὸς κ. Ἀγγελὴς ἐπανῆλθε ἐκ τῆς ἐξοχῆς καὶ ἐξακολουθεῖ τὰς ἐργασίας του.: [534, 305, 773, 331]
ad-title: ΤΟ ΚΑΛΛΙΤΕΧΝΙΚΟΝ ΡΑΦΕΙΟΝ ΙΩΑΝΝΟΥ ΠΙΣΚΑΛΑ: [60, 1401, 254, 1431]
article-text: Ἐκ τούτου φρονοῦσι πολλοὶ ὅτι συμπολιτεύονται τῶν ἀντιφρονούντων.: [1377, 836, 1581, 876]
subheadline-apantisis: Η ΑΠΑΝΤΗΣΙΣ ΤΟΥ ΦΕΡΔΙΝΑΝΔΟΥ: [1013, 744, 1134, 774]
subheadline-synodou: ΤΗΣ ΣΥΝΟΔΟΥ ΤΗΣ ΒΟΥΛΗΣ: [786, 716, 965, 730]
masthead: [40, 6, 1566, 56]
classified-text: Ἐνοικιάζεται μόνον μὲ 140 δραχμὰς τὸ ἄνω πάτωμα τῆς ἐπὶ τῆς ὁδοῦ Κουμουνδούρου καὶ ἔναντι τοῦ Βασιλ. Θεάτρου οἰκίας ἀριθ. 25 οἴκοις, περιέχον 6 δωμάτια, λουτρόν, ἐγκατάστασιν ἠλεκτρισμοῦ κλπ.: [40, 1309, 274, 1389]
ad-text: Αἱ ἐγγραφαὶ ἤρξαντο ἀπὸ τῆς 20ῆς Αὐγούστου καὶ τὰ μαθήματα ἄρχονται ἀπὸ τῆς 4ης Σεπτεμβρίου.: [534, 845, 773, 884]
ad-address: (Πλατεῖα Ἁγίων Θεοδώρων): [79, 952, 235, 963]
